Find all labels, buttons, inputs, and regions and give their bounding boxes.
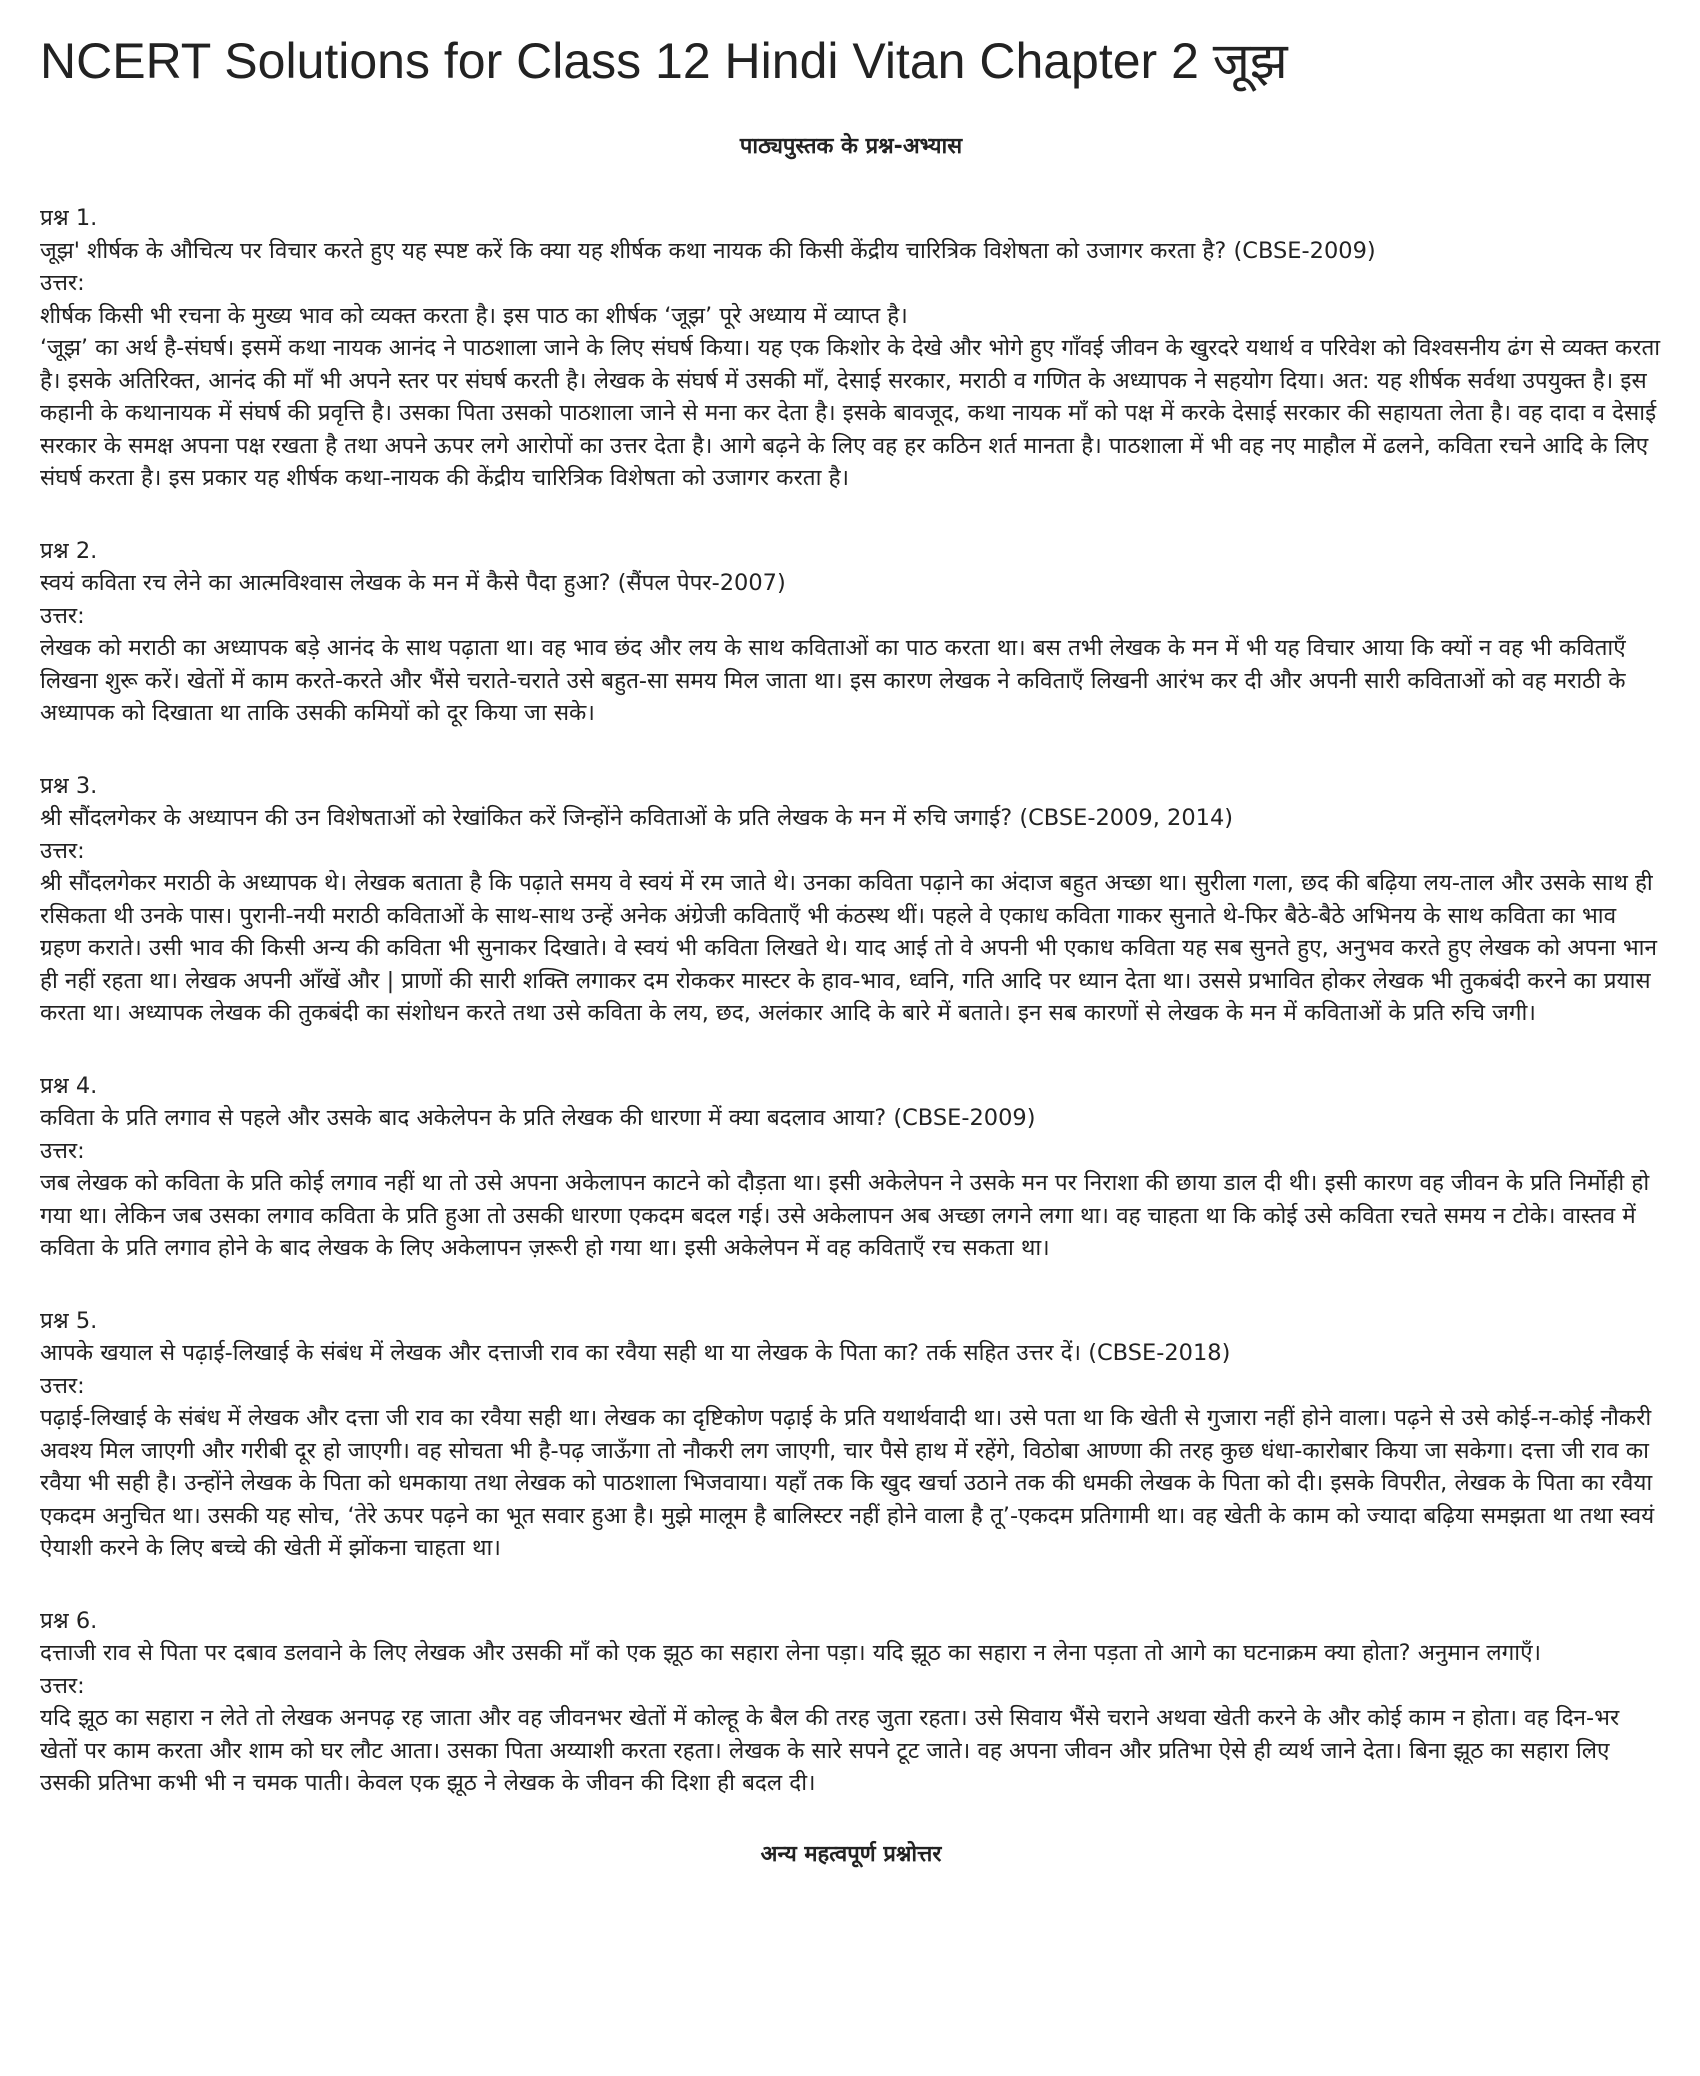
answer-label: उत्तर:: [40, 1672, 85, 1699]
question-text: कविता के प्रति लगाव से पहले और उसके बाद अकेलेपन के प्रति लेखक की धारणा में क्या बदलाव आया? (CBSE-2009): [40, 1105, 1036, 1131]
question-number: प्रश्न 5.: [40, 1307, 98, 1334]
answer-paragraph: जब लेखक को कविता के प्रति कोई लगाव नहीं था तो उसे अपना अकेलापन काटने को दौड़ता था। इसी अकेलेपन ने उसके मन पर निराशा की छाया डाल दी थी। इसी कारण वह जीवन के प्रति निर्मोही हो गया था। लेकिन जब उसका लगाव कविता के प्रति हुआ तो उसकी धारणा एकदम बदल गई। उसे अकेलापन अब अच्छा लगने लगा था। वह चाहता था कि कोई उसे कविता रचते समय न टोके। वास्तव में कविता के प्रति लगाव होने के बाद लेखक के लिए अकेलापन ज़रूरी हो गया था। इसी अकेलेपन में वह कविताएँ रच सकता था।: [40, 1170, 1650, 1261]
answer-paragraph: श्री सौंदलगेकर मराठी के अध्यापक थे। लेखक बताता है कि पढ़ाते समय वे स्वयं में रम जाते थे। उनका कविता पढ़ाने का अंदाज बहुत अच्छा था। सुरीला गला, छद की बढ़िया लय-ताल और उसके साथ ही रसिकता थी उनके पास। पुरानी-नयी मराठी कविताओं के साथ-साथ उन्हें अनेक अंग्रेजी कविताएँ भी कंठस्थ थीं। पहले वे एकाध कविता गाकर सुनाते थे-फिर बैठे-बैठे अभिनय के साथ कविता का भाव ग्रहण कराते। उसी भाव की किसी अन्य की कविता भी सुनाकर दिखाते। वे स्वयं भी कविता लिखते थे। याद आई तो वे अपनी भी एकाध कविता यह सब सुनते हुए, अनुभव करते हुए लेखक को अपना भान ही नहीं रहता था। लेखक अपनी आँखें और | प्राणों की सारी शक्ति लगाकर दम रोककर मास्टर के हाव-भाव, ध्वनि, गति आदि पर ध्यान देता था। उससे प्रभावित होकर लेखक भी तुकबंदी करने का प्रयास करता था। अध्यापक लेखक की तुकबंदी का संशोधन करते तथा उसे कविता के लय, छद, अलंकार आदि के बारे में बताते। इन सब कारणों से लेखक के मन में कविताओं के प्रति रुचि जगी।: [40, 870, 1657, 1026]
question-number: प्रश्न 4.: [40, 1072, 98, 1099]
other-questions-heading: अन्य महत्वपूर्ण प्रश्नोत्तर: [760, 1841, 942, 1867]
question-number: प्रश्न 3.: [40, 772, 98, 799]
answer-label: उत्तर:: [40, 1137, 85, 1164]
question-text: दत्ताजी राव से पिता पर दबाव डलवाने के लिए लेखक और उसकी माँ को एक झूठ का सहारा लेना पड़ा। यदि झूठ का सहारा न लेना पड़ता तो आगे का घटनाक्रम क्या होता? अनुमान लगाएँ।: [40, 1640, 1542, 1666]
answer-paragraph: यदि झूठ का सहारा न लेते तो लेखक अनपढ़ रह जाता और वह जीवनभर खेतों में कोल्हू के बैल की तरह जुता रहता। उसे सिवाय भैंसे चराने अथवा खेती करने के और कोई काम न होता। वह दिन-भर खेतों पर काम करता और शाम को घर लौट आता। उसका पिता अय्याशी करता रहता। लेखक के सारे सपने टूट जाते। वह अपना जीवन और प्रतिभा ऐसे ही व्यर्थ जाने देता। बिना झूठ का सहारा लिए उसकी प्रतिभा कभी भी न चमक पाती। केवल एक झूठ ने लेखक के जीवन की दिशा ही बदल दी।: [40, 1705, 1620, 1796]
question-text: आपके खयाल से पढ़ाई-लिखाई के संबंध में लेखक और दत्ताजी राव का रवैया सही था या लेखक के पिता का? तर्क सहित उत्तर दें। (CBSE-2018): [40, 1340, 1231, 1366]
answer-paragraph: शीर्षक किसी भी रचना के मुख्य भाव को व्यक्त करता है। इस पाठ का शीर्षक ‘जूझ’ पूरे अध्याय में व्याप्त है।: [40, 302, 908, 329]
qa-block-1: [40, 202, 1662, 495]
page-title: NCERT Solutions for Class 12 Hindi Vitan Chapter 2 जूझ: [40, 33, 1288, 89]
answer-label: उत्तर:: [40, 1372, 85, 1399]
qa-block-5: [40, 1305, 1662, 1565]
answer-label: उत्तर:: [40, 602, 85, 629]
answer-paragraph: लेखक को मराठी का अध्यापक बड़े आनंद के साथ पढ़ाता था। वह भाव छंद और लय के साथ कविताओं का पाठ करता था। बस तभी लेखक के मन में भी यह विचार आया कि क्यों न वह भी कविताएँ लिखना शुरू करें। खेतों में काम करते-करते और भैंसे चराते-चराते उसे बहुत-सा समय मिल जाता था। इस कारण लेखक ने कविताएँ लिखनी आरंभ कर दी और अपनी सारी कविताओं को वह मराठी के अध्यापक को दिखाता था ताकि उसकी कमियों को दूर किया जा सके।: [40, 635, 1626, 726]
question-text: श्री सौंदलगेकर के अध्यापन की उन विशेषताओं को रेखांकित करें जिन्होंने कविताओं के प्रति लेखक के मन में रुचि जगाई? (CBSE-2009, 2014): [40, 805, 1234, 831]
section-heading: पाठ्यपुस्तक के प्रश्न-अभ्यास: [739, 134, 963, 159]
answer-paragraph: पढ़ाई-लिखाई के संबंध में लेखक और दत्ता जी राव का रवैया सही था। लेखक का दृष्टिकोण पढ़ाई के प्रति यथार्थवादी था। उसे पता था कि खेती से गुजारा नहीं होने वाला। पढ़ने से उसे कोई-न-कोई नौकरी अवश्य मिल जाएगी और गरीबी दूर हो जाएगी। वह सोचता भी है-पढ़ जाऊँगा तो नौकरी लग जाएगी, चार पैसे हाथ में रहेंगे, विठोबा आण्णा की तरह कुछ धंधा-कारोबार किया जा सकेगा। दत्ता जी राव का रवैया भी सही है। उन्होंने लेखक के पिता को धमकाया तथा लेखक को पाठशाला भिजवाया। यहाँ तक कि खुद खर्चा उठाने तक की धमकी लेखक के पिता को दी। इसके विपरीत, लेखक के पिता का रवैया एकदम अनुचित था। उसकी यह सोच, ‘तेरे ऊपर पढ़ने का भूत सवार हुआ है। मुझे मालूम है बालिस्टर नहीं होने वाला है तू’-एकदम प्रतिगामी था। वह खेती के काम को ज्यादा बढ़िया समझता था तथा स्वयं ऐयाशी करने के लिए बच्चे की खेती में झोंकना चाहता था।: [40, 1405, 1655, 1561]
question-text: स्वयं कविता रच लेने का आत्मविश्वास लेखक के मन में कैसे पैदा हुआ? (सैंपल पेपर-2007): [40, 570, 786, 596]
answer-label: उत्तर:: [40, 270, 85, 296]
question-text: जूझ' शीर्षक के औचित्य पर विचार करते हुए यह स्पष्ट करें कि क्या यह शीर्षक कथा नायक की किसी केंद्रीय चारित्रिक विशेषता को उजागर करता है? (CBSE-2009): [40, 237, 1376, 264]
question-number: प्रश्न 6.: [40, 1607, 98, 1634]
question-number: प्रश्न 1.: [40, 205, 98, 231]
answer-label: उत्तर:: [40, 837, 85, 864]
qa-block-2: [40, 535, 1662, 730]
qa-block-3: [40, 770, 1662, 1030]
question-number: प्रश्न 2.: [40, 537, 98, 564]
qa-block-4: [40, 1070, 1662, 1265]
qa-block-6: [40, 1605, 1662, 1800]
answer-paragraph: ‘जूझ’ का अर्थ है-संघर्ष। इसमें कथा नायक आनंद ने पाठशाला जाने के लिए संघर्ष किया। यह एक किशोर के देखे और भोगे हुए गाँवई जीवन के खुरदरे यथार्थ व परिवेश को विश्वसनीय ढंग से व्यक्त करता है। इसके अतिरिक्त, आनंद की माँ भी अपने स्तर पर संघर्ष करती है। लेखक के संघर्ष में उसकी माँ, देसाई सरकार, मराठी व गणित के अध्यापक ने सहयोग दिया। अत: यह शीर्षक सर्वथा उपयुक्त है। इस कहानी के कथानायक में संघर्ष की प्रवृत्ति है। उसका पिता उसको पाठशाला जाने से मना कर देता है। इसके बावजूद, कथा नायक माँ को पक्ष में करके देसाई सरकार की सहायता लेता है। वह दादा व देसाई सरकार के समक्ष अपना पक्ष रखता है तथा अपने ऊपर लगे आरोपों का उत्तर देता है। आगे बढ़ने के लिए वह हर कठिन शर्त मानता है। पाठशाला में भी वह नए माहौल में ढलने, कविता रचने आदि के लिए संघर्ष करता है। इस प्रकार यह शीर्षक कथा-नायक की केंद्रीय चारित्रिक विशेषता को उजागर करता है।: [40, 335, 1661, 491]
